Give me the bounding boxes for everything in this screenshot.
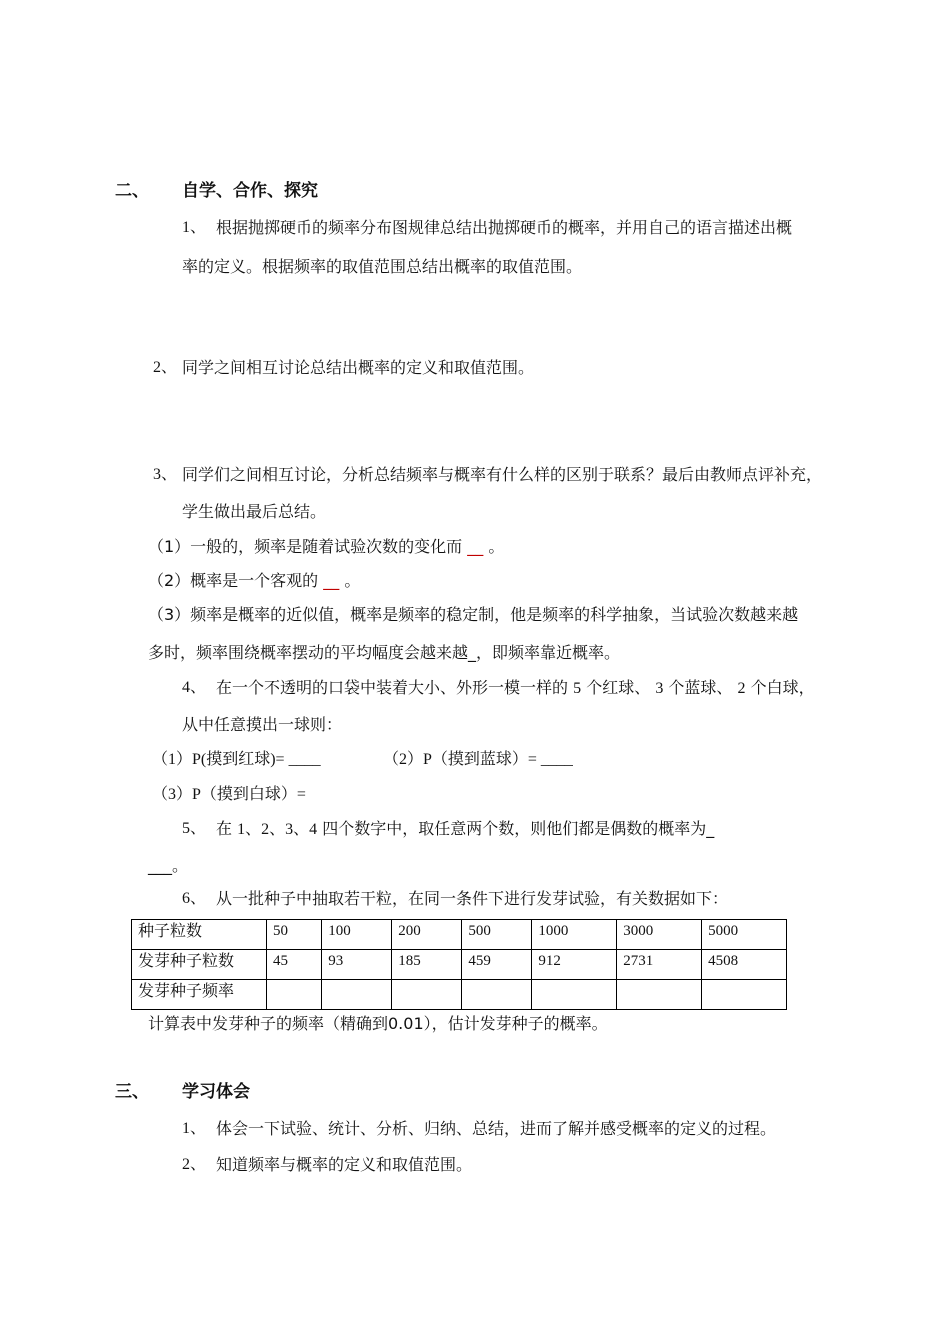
insight-1-text: 体会一下试验、统计、分析、归纳、总结，进而了解并感受概率的定义的过程。 — [216, 1119, 777, 1138]
table-row — [132, 920, 787, 950]
table-cell — [462, 980, 532, 1010]
table-note: 计算表中发芽种子的频率（精确到0.01），估计发芽种子的概率。 — [148, 1014, 608, 1033]
section-3-number: 三、 — [115, 1082, 149, 1102]
q4-p-white: （3）P（摸到白球）= — [152, 786, 306, 803]
q4-line1-part-b: 个红球、 — [586, 678, 651, 697]
germination-table — [131, 919, 787, 1010]
table-cell: 500 — [462, 920, 532, 950]
q1-line2: 率的定义。根据频率的取值范围总结出概率的取值范围。 — [182, 257, 583, 276]
section-3-title: 学习体会 — [182, 1082, 250, 1102]
table-cell: 185 — [392, 950, 462, 980]
q4-line1-part-d: 个白球， — [750, 678, 815, 697]
q6-number: 6、 — [182, 890, 207, 907]
q4-line1 — [216, 678, 815, 699]
insight-2-text: 知道频率与概率的定义和取值范围。 — [216, 1155, 473, 1174]
q1-number: 1、 — [182, 219, 207, 236]
table-cell — [267, 980, 322, 1010]
table-cell — [532, 980, 617, 1010]
table-cell — [617, 980, 702, 1010]
q4-p-blue: （2）P（摸到蓝球）= ____ — [383, 751, 573, 768]
insight-1-number: 1、 — [182, 1120, 207, 1137]
q3-item1-end: 。 — [488, 537, 505, 556]
q3-item1-text: （1）一般的，频率是随着试验次数的变化而 — [148, 537, 463, 556]
table-cell: 45 — [267, 950, 322, 980]
table-row — [132, 980, 787, 1010]
q3-number: 3、 — [153, 466, 178, 483]
table-cell: 912 — [532, 950, 617, 980]
table-cell — [392, 980, 462, 1010]
q3-item2-end: 。 — [344, 571, 361, 590]
q5-line1 — [216, 819, 714, 840]
table-cell — [322, 980, 392, 1010]
table-cell: 100 — [322, 920, 392, 950]
q2-text: 同学之间相互讨论总结出概率的定义和取值范围。 — [182, 358, 535, 377]
table-cell: 93 — [322, 950, 392, 980]
table-row — [132, 950, 787, 980]
q3-line2: 学生做出最后总结。 — [182, 502, 327, 521]
q3-item1-blank: __ — [467, 537, 484, 556]
section-2-title: 自学、合作、探究 — [182, 181, 318, 201]
q3-item3-line2: 多时，频率围绕概率摆动的平均幅度会越来越_，即频率靠近概率。 — [148, 643, 621, 662]
table-cell: 1000 — [532, 920, 617, 950]
table-cell: 50 — [267, 920, 322, 950]
q4-number: 4、 — [182, 679, 207, 696]
q1-line1: 根据抛掷硬币的频率分布图规律总结出抛掷硬币的概率，并用自己的语言描述出概 — [216, 218, 793, 237]
q5-part-a: 在 — [216, 819, 233, 838]
table-cell: 2731 — [617, 950, 702, 980]
row-label: 种子粒数 — [132, 920, 267, 950]
table-cell: 3000 — [617, 920, 702, 950]
q4-line1-part-a: 在一个不透明的口袋中装着大小、外形一模一样的 — [216, 678, 569, 697]
q3-line1: 同学们之间相互讨论，分析总结频率与概率有什么样的区别于联系？最后由教师点评补充， — [182, 465, 823, 484]
q5-line2: ___。 — [148, 856, 189, 875]
q3-item3-line1: （3）频率是概率的近似值，概率是频率的稳定制，他是频率的科学抽象，当试验次数越来越 — [148, 605, 799, 624]
table-cell: 5000 — [702, 920, 787, 950]
q3-item2-text: （2）概率是一个客观的 — [148, 571, 319, 590]
q5-part-b: 四个数字中，取任意两个数，则他们都是偶数的概率为_ — [322, 819, 715, 838]
section-2-number: 二、 — [115, 181, 149, 201]
table-cell: 459 — [462, 950, 532, 980]
q4-line2: 从中任意摸出一球则： — [182, 715, 343, 734]
table-cell: 200 — [392, 920, 462, 950]
q3-item2 — [148, 571, 360, 591]
insight-2-number: 2、 — [182, 1156, 207, 1173]
q5-number: 5、 — [182, 820, 207, 837]
q3-item1 — [148, 537, 504, 557]
q3-item2-blank: __ — [323, 571, 340, 590]
row-label: 发芽种子频率 — [132, 980, 267, 1010]
q4-line1-part-c: 个蓝球、 — [668, 678, 733, 697]
row-label: 发芽种子粒数 — [132, 950, 267, 980]
table-cell: 4508 — [702, 950, 787, 980]
q4-blue-count: 3 — [655, 680, 664, 697]
q5-digits: 1、2、3、4 — [237, 821, 318, 838]
table-cell — [702, 980, 787, 1010]
q4-red-count: 5 — [573, 680, 582, 697]
q4-p-red: （1）P(摸到红球)= ____ — [152, 751, 321, 768]
q6-text: 从一批种子中抽取若干粒，在同一条件下进行发芽试验，有关数据如下： — [216, 889, 729, 908]
q2-number: 2、 — [153, 359, 178, 376]
q4-white-count: 2 — [737, 680, 746, 697]
